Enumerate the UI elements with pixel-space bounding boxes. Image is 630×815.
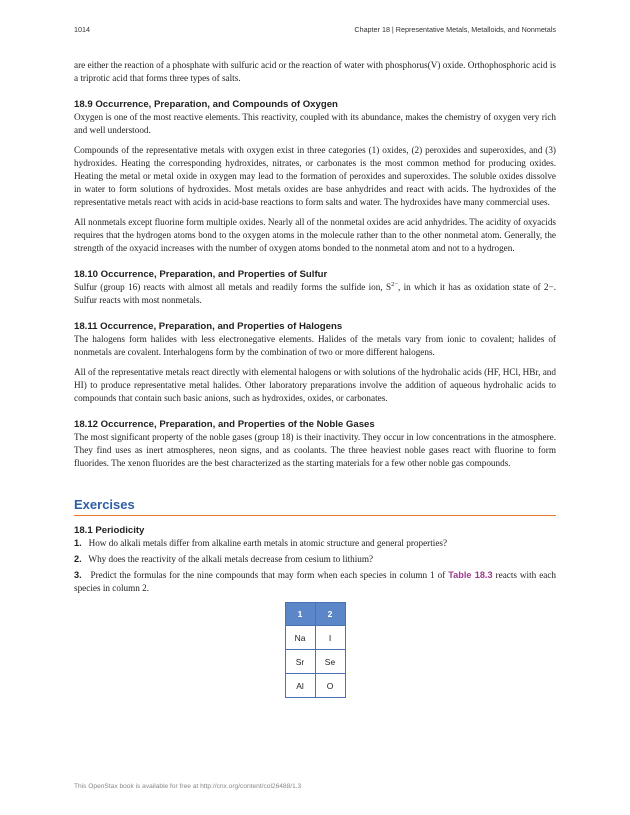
superscript: 2−	[391, 280, 399, 288]
intro-paragraph: are either the reaction of a phosphate with sulfuric acid or the reaction of water with phosphorus(V) oxide. Orthophosphoric acid is a triprotic acid that forms three types of salts.	[74, 60, 556, 83]
species-table	[285, 602, 346, 698]
table-link[interactable]: Table 18.3	[448, 570, 493, 580]
table-cell: O	[315, 674, 345, 698]
exercise-item: 3. Predict the formulas for the nine compounds that may form when each species in column 1 of Table 18.3 reacts with each species in column 2.	[74, 570, 557, 593]
table-row	[285, 626, 345, 650]
table-cell: Al	[285, 674, 315, 698]
table-cell: Na	[285, 626, 315, 650]
paragraph: Oxygen is one of the most reactive elements. This reactivity, coupled with its abundance, makes the chemistry of oxygen very rich and well understood.	[74, 112, 556, 135]
paragraph: The halogens form halides with less electronegative elements. Halides of the metals vary from ionic to covalent; halides of nonmetals are covalent. Interhalogens form by the combination of two or more different halogens.	[74, 334, 556, 357]
page-number: 1014	[74, 25, 90, 34]
table-cell: Sr	[285, 650, 315, 674]
exercise-subheading: 18.1 Periodicity	[74, 525, 145, 536]
table-header: 1	[285, 603, 315, 626]
table-row	[285, 674, 345, 698]
section-heading-18-12: 18.12 Occurrence, Preparation, and Properties of the Noble Gases	[74, 419, 375, 430]
exercise-item: 1. How do alkali metals differ from alkaline earth metals in atomic structure and general properties?	[74, 538, 448, 548]
paragraph: All nonmetals except fluorine form multiple oxides. Nearly all of the nonmetal oxides are acid anhydrides. The acidity of oxyacids requires that the hydrogen atoms bond to the oxygen atoms in the molecule rather than to the other nonmetal atom. Generally, the strength of the oxyacid increases with the number of oxygen atoms bonded to the nonmetal atom and not to a hydrogen.	[74, 217, 556, 253]
section-heading-18-10: 18.10 Occurrence, Preparation, and Properties of Sulfur	[74, 269, 328, 280]
table-cell: Se	[315, 650, 345, 674]
paragraph: Compounds of the representative metals with oxygen exist in three categories (1) oxides, (2) peroxides and superoxides, and (3) hydroxides. Heating the corresponding hydroxides, nitrates, or carbonates is the most common method for producing oxides. Heating the metal or metal oxide in oxygen may lead to the formation of peroxides and superoxides. The soluble oxides dissolve in water to form solutions of hydroxides. Most metals oxides are base anhydrides and react with acids. The hydroxides of the representative metals react with acids in acid-base reactions to form salts and water. The hydroxides have many commercial uses.	[74, 145, 556, 207]
paragraph: Sulfur (group 16) reacts with almost all metals and readily forms the sulfide ion, $S^{2-}$, in which it has as oxidation state of 2−. Sulfur reacts with most nonmetals.	[74, 280, 556, 305]
section-heading-18-9: 18.9 Occurrence, Preparation, and Compounds of Oxygen	[74, 99, 338, 110]
exercises-title: Exercises	[74, 497, 556, 516]
table-cell: I	[315, 626, 345, 650]
table-row	[285, 650, 345, 674]
table-header: 2	[315, 603, 345, 626]
page-footer: This OpenStax book is available for free at http://cnx.org/content/col26488/1.3	[74, 783, 302, 790]
paragraph: The most significant property of the noble gases (group 18) is their inactivity. They occur in low concentrations in the atmosphere. They find uses as inert atmospheres, neon signs, and as coolants. The three heaviest noble gases react with fluorine to form fluorides. The xenon fluorides are the best characterized as the starting materials for a few other noble gas compounds.	[74, 432, 556, 468]
exercise-item: 2. Why does the reactivity of the alkali metals decrease from cesium to lithium?	[74, 554, 374, 564]
chapter-title: Chapter 18 | Representative Metals, Metalloids, and Nonmetals	[354, 25, 556, 34]
paragraph: All of the representative metals react directly with elemental halogens or with solutions of the hydrohalic acids (HF, HCl, HBr, and HI) to produce representative metal halides. Other laboratory preparations involve the addition of aqueous hydrohalic acids to compounds that contain such basic anions, such as hydroxides, oxides, or carbonates.	[74, 367, 556, 403]
section-heading-18-11: 18.11 Occurrence, Preparation, and Properties of Halogens	[74, 321, 343, 332]
page-content	[74, 0, 556, 698]
